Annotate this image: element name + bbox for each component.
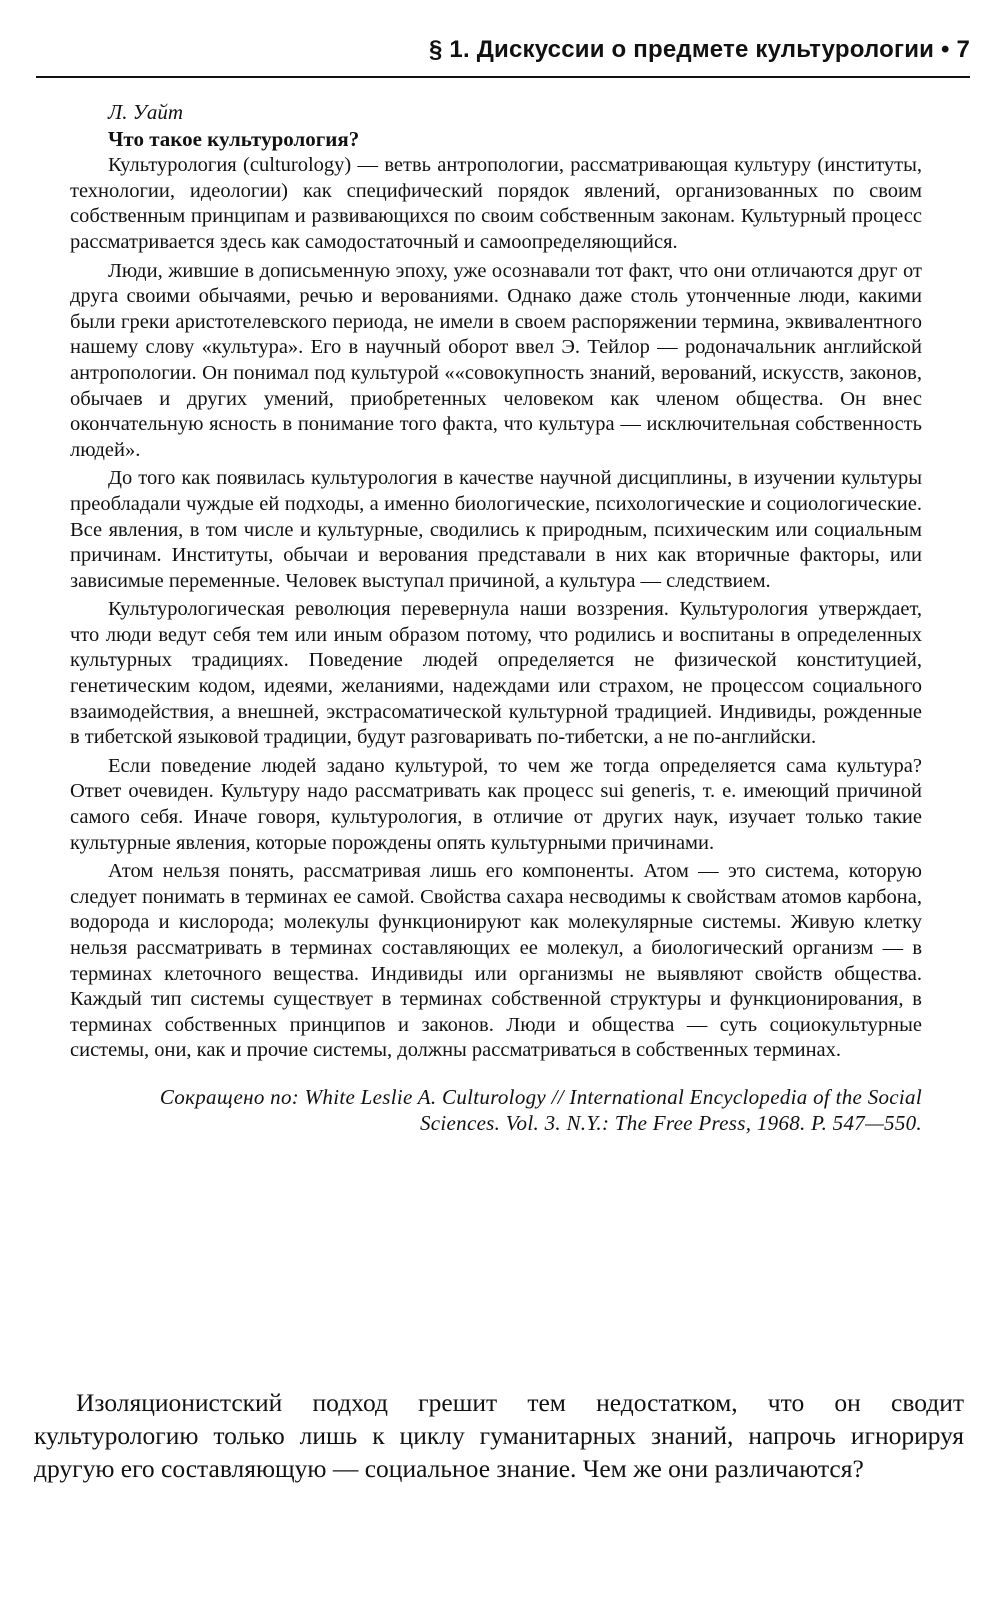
header-rule [36, 76, 970, 78]
excerpt-paragraph: До того как появилась культурология в качестве научной дисциплины, в изучении культуры преобладали чуждые ей подходы, а именно биологические, психологические и социологические. Все явления, в том числе и культурные, сводились к природным, психическим или социальным причинам. Институты, обычаи и верования представали в них как вторичные факторы, или зависимые переменные. Человек выступал причиной, а культура — следствием. [70, 467, 922, 592]
main-text-paragraph: Изоляционистский подход грешит тем недостатком, что он сводит культурологию только лишь к циклу гуманитарных знаний, напрочь игнорируя другую его составляющую — социальное знание. Чем же они различаются? [34, 1388, 964, 1483]
running-header: § 1. Дискуссии о предмете культурологии • 7 [429, 36, 970, 63]
excerpt-paragraph: Если поведение людей задано культурой, то чем же тогда определяется сама культура? Ответ очевиден. Культуру надо рассматривать как процесс sui generis, т. е. имеющий причиной самого себя. Иначе говоря, культурология, в отличие от других наук, изучает только такие культурные явления, которые порождены опять культурными причинами. [70, 754, 922, 854]
excerpt-paragraph: Культурология (culturology) — ветвь антропологии, рассматривающая культуру (институты, технологии, идеологии) как специфический порядок явлений, организованных по своим собственным принципам и развивающихся по своим собственным законам. Культурный процесс рассматривается здесь как самодостаточный и самоопределяющийся. [70, 154, 922, 253]
excerpt-title: Что такое культурология? [108, 126, 360, 151]
excerpt-source-citation: Сокращено по: White Leslie A. Culturology // International Encyclopedia of the Social Sciences. Vol. 3. N.Y.: The Free Press, 1968. P. 547—550. [159, 1084, 922, 1135]
excerpt-paragraph: Атом нельзя понять, рассматривая лишь его компоненты. Атом — это система, которую следует понимать в терминах ее самой. Свойства сахара несводимы к свойствам атомов карбона, водорода и кислорода; молекулы функционируют как молекулярные системы. Живую клетку нельзя рассматривать в терминах составляющих ее молекул, а биологический организм — в терминах клеточного вещества. Индивиды или организмы не выявляют свойств общества. Каждый тип системы существует в терминах собственной структуры и функционирования, в терминах собственных принципов и законов. Люди и общества — суть социокультурные системы, они, как и прочие системы, должны рассматриваться в собственных терминах. [70, 860, 922, 1062]
excerpt-author: Л. Уайт [108, 100, 184, 124]
excerpt-paragraph: Культурологическая революция перевернула наши воззрения. Культурология утверждает, что люди ведут себя тем или иным образом потому, что родились и воспитаны в определенных культурных традициях. Поведение людей определяется не физической конституцией, генетическим кодом, идеями, желаниями, надеждами или страхом, не процессом социального взаимодействия, а внешней, экстрасоматической культурной традицией. Индивиды, рожденные в тибетской языковой традиции, будут разговаривать по-тибетски, а не по-английски. [70, 598, 922, 749]
excerpt-block [70, 100, 922, 1136]
excerpt-paragraph: Люди, жившие в дописьменную эпоху, уже осознавали тот факт, что они отличаются друг от друга своими обычаями, речью и верованиями. Однако даже столь утонченные люди, какими были греки аристотелевского периода, не имели в своем распоряжении термина, эквивалентного нашему слову «культура». Его в научный оборот ввел Э. Тейлор — родоначальник английской антропологии. Он понимал под культурой ««совокупность знаний, верований, искусств, законов, обычаев и других умений, приобретенных человеком как членом общества. Он внес окончательную ясность в понимание того факта, что культура — исключительная собственность людей». [70, 259, 922, 461]
